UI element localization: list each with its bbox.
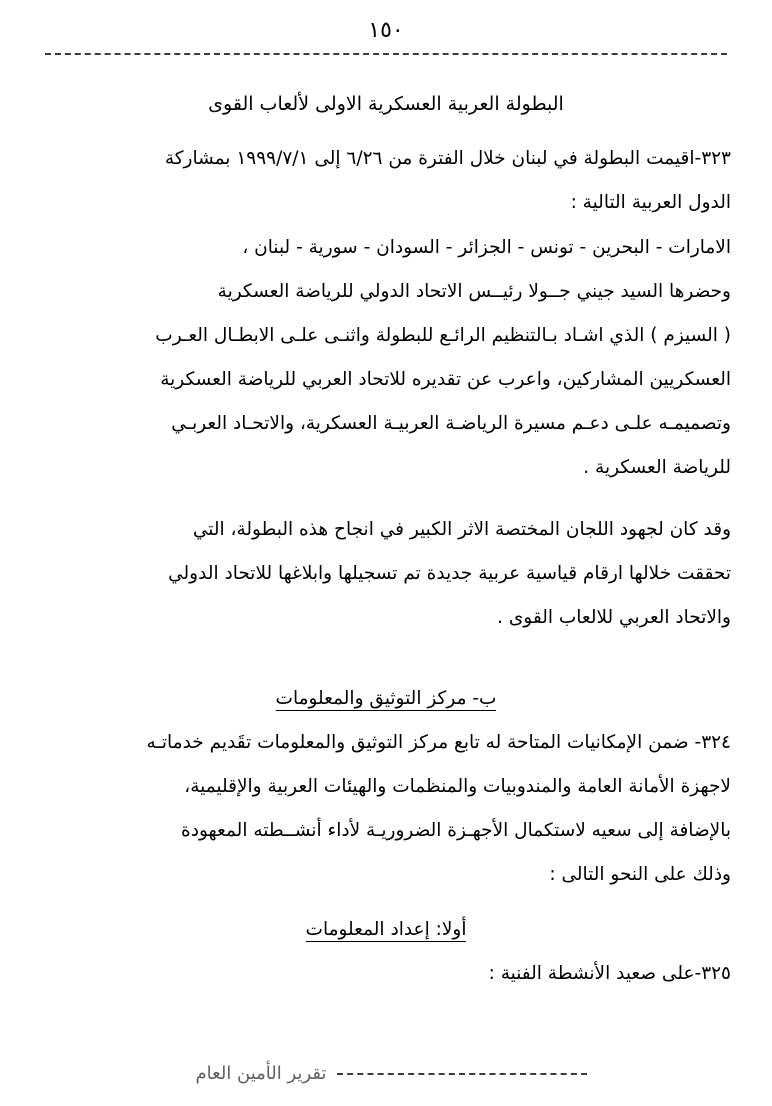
paragraph-line: ٣٢٥-على صعيد الأنشطة الفنية :	[488, 963, 731, 985]
paragraph-line: لاجهزة الأمانة العامة والمندوبيات والمنظمات والهيئات العربية والإقليمية،	[184, 776, 731, 798]
page-title: البطولة العربية العسكرية الاولى لألعاب القوى	[208, 93, 564, 115]
top-divider	[45, 53, 727, 55]
page-number: ١٥٠	[368, 18, 404, 43]
section-spacer	[41, 644, 731, 688]
paragraph-line: وحضرها السيد جيني جــولا رئيــس الاتحاد الدولي للرياضة العسكرية	[217, 280, 731, 302]
paragraph-line: ٣٢٤- ضمن الإمكانيات المتاحة له تابع مركز التوثيق والمعلومات تقَديم خدماتـه	[146, 732, 731, 754]
paragraph-line: وذلك على النحو التالى :	[549, 864, 731, 886]
paragraph-line: وتصميمـه علـى دعـم مسيرة الرياضـة العربيـة العسكرية، والاتحـاد العربـي	[171, 412, 731, 434]
section-heading-first	[41, 919, 731, 942]
paragraph-line: للرياضة العسكرية .	[583, 456, 731, 478]
paragraph-line: الدول العربية التالية :	[570, 192, 731, 214]
paragraph-line: تحققت خلالها ارقام قياسية عربية جديدة تم تسجيلها وابلاغها للاتحاد الدولي	[168, 562, 731, 584]
section-heading-b	[41, 688, 731, 711]
footer-stamp: تقرير الأمين العام	[195, 1063, 327, 1084]
paragraph-line: العسكريين المشاركين، واعرب عن تقديره للاتحاد العربي للرياضة العسكرية	[160, 368, 731, 390]
paragraph-line: بالإضافة إلى سعيه لاستكمال الأجهـزة الضروريـة لأداء أنشــطته المعهودة	[181, 820, 731, 842]
document-page	[0, 18, 772, 1106]
section-heading-b-label: ب- مركز التوثيق والمعلومات	[275, 688, 497, 710]
section-heading-first-label: أولا: إعداد المعلومات	[305, 919, 467, 941]
page-footer	[0, 1063, 772, 1084]
footer-divider-left	[337, 1073, 587, 1075]
paragraph-line: ٣٢٣-اقيمت البطولة في لبنان خلال الفترة من ٦/٢٦ إلى ١٩٩٩/٧/١ بمشاركة	[164, 148, 731, 170]
paragraph-line: وقد كان لجهود اللجان المختصة الاثر الكبير في انجاح هذه البطولة، التي	[192, 518, 731, 540]
paragraph-spacer	[41, 901, 731, 919]
document-content	[41, 55, 731, 992]
paragraph-line: الامارات - البحرين - تونس - الجزائر - السودان - سورية - لبنان ،	[242, 236, 731, 258]
paragraph-line: ( السيزم ) الذي اشـاد بـالتنظيم الرائـع للبطولة واثنـى علـى الابطـال العـرب	[155, 324, 731, 346]
paragraph-spacer	[41, 494, 731, 512]
paragraph-line: والاتحاد العربي للالعاب القوى .	[497, 607, 731, 629]
